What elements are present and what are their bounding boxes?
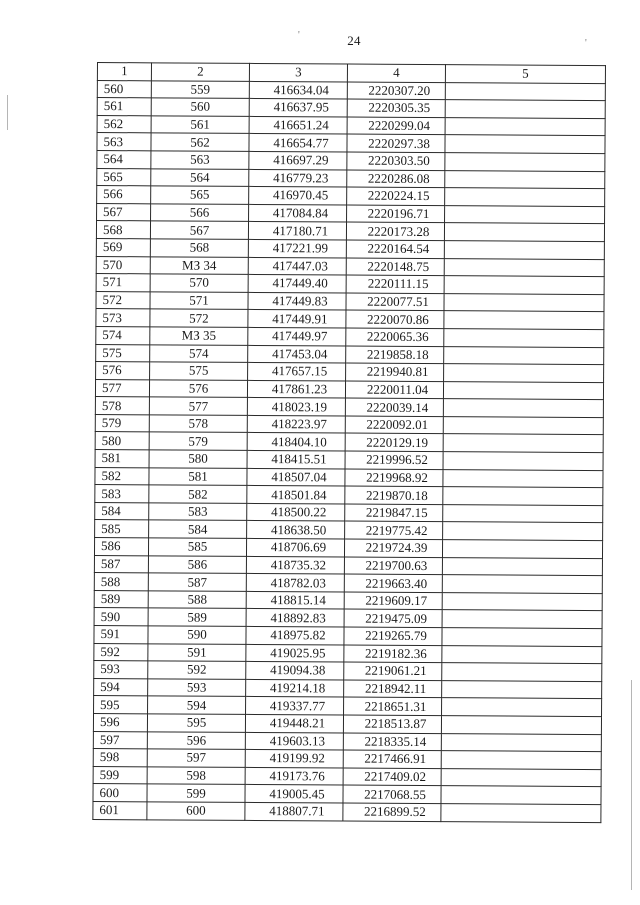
note-cell xyxy=(443,452,603,471)
point-number-cell: 564 xyxy=(97,150,151,168)
y-coordinate-cell: 2220224.15 xyxy=(347,187,445,205)
previous-point-cell: 578 xyxy=(149,415,247,433)
note-cell xyxy=(444,241,604,260)
x-coordinate-cell: 416651.24 xyxy=(249,116,347,134)
note-cell xyxy=(442,557,602,576)
note-cell xyxy=(442,540,602,559)
previous-point-cell: МЗ 35 xyxy=(150,327,248,345)
previous-point-cell: 597 xyxy=(147,749,245,767)
note-cell xyxy=(441,768,601,787)
point-number-cell: 587 xyxy=(94,555,148,573)
y-coordinate-cell: 2219858.18 xyxy=(346,346,444,364)
previous-point-cell: 571 xyxy=(150,292,248,310)
y-coordinate-cell: 2220065.36 xyxy=(346,328,444,346)
note-cell xyxy=(442,575,602,594)
y-coordinate-cell: 2220111.15 xyxy=(346,275,444,293)
scan-mark-right: ' xyxy=(585,38,587,49)
point-number-cell: 569 xyxy=(96,238,150,256)
y-coordinate-cell: 2219775.42 xyxy=(345,521,443,539)
x-coordinate-cell: 418706.69 xyxy=(246,538,344,556)
previous-point-cell: 559 xyxy=(151,80,249,98)
note-cell xyxy=(445,100,605,119)
point-number-cell: 592 xyxy=(94,643,148,661)
y-coordinate-cell: 2218513.87 xyxy=(343,715,441,733)
note-cell xyxy=(443,434,603,453)
x-coordinate-cell: 418404.10 xyxy=(247,433,345,451)
y-coordinate-cell: 2220196.71 xyxy=(347,205,445,223)
previous-point-cell: 595 xyxy=(147,714,245,732)
column-header-5: 5 xyxy=(445,65,605,84)
y-coordinate-cell: 2219475.09 xyxy=(344,609,442,627)
x-coordinate-cell: 418500.22 xyxy=(247,503,345,521)
x-coordinate-cell: 416970.45 xyxy=(249,187,347,205)
x-coordinate-cell: 418735.32 xyxy=(246,556,344,574)
note-cell xyxy=(445,205,605,224)
point-number-cell: 591 xyxy=(94,625,148,643)
x-coordinate-cell: 417449.40 xyxy=(248,275,346,293)
point-number-cell: 579 xyxy=(95,414,149,432)
point-number-cell: 567 xyxy=(97,203,151,221)
point-number-cell: 570 xyxy=(96,256,150,274)
previous-point-cell: 591 xyxy=(148,643,246,661)
previous-point-cell: 572 xyxy=(150,309,248,327)
column-header-2: 2 xyxy=(151,63,249,81)
point-number-cell: 581 xyxy=(95,450,149,468)
note-cell xyxy=(445,153,605,172)
x-coordinate-cell: 419448.21 xyxy=(245,714,343,732)
x-coordinate-cell: 419005.45 xyxy=(245,785,343,803)
x-coordinate-cell: 416634.04 xyxy=(249,81,347,99)
point-number-cell: 568 xyxy=(96,221,150,239)
note-cell xyxy=(442,698,602,717)
note-cell xyxy=(445,170,605,189)
column-header-3: 3 xyxy=(249,63,347,81)
previous-point-cell: 563 xyxy=(151,151,249,169)
x-coordinate-cell: 416779.23 xyxy=(249,169,347,187)
x-coordinate-cell: 416637.95 xyxy=(249,99,347,117)
previous-point-cell: 576 xyxy=(149,380,247,398)
point-number-cell: 573 xyxy=(96,309,150,327)
y-coordinate-cell: 2220173.28 xyxy=(346,222,444,240)
x-coordinate-cell: 419094.38 xyxy=(246,662,344,680)
y-coordinate-cell: 2220129.19 xyxy=(345,433,443,451)
point-number-cell: 560 xyxy=(97,80,151,98)
x-coordinate-cell: 419199.92 xyxy=(245,750,343,768)
y-coordinate-cell: 2219940.81 xyxy=(346,363,444,381)
right-margin-scan-line xyxy=(631,680,632,890)
scan-mark-left: ' xyxy=(298,30,300,41)
note-cell xyxy=(444,293,604,312)
y-coordinate-cell: 2220092.01 xyxy=(345,416,443,434)
point-number-cell: 575 xyxy=(96,344,150,362)
x-coordinate-cell: 418501.84 xyxy=(247,486,345,504)
y-coordinate-cell: 2217409.02 xyxy=(343,768,441,786)
y-coordinate-cell: 2219724.39 xyxy=(344,539,442,557)
table-body xyxy=(93,80,606,822)
x-coordinate-cell: 418892.83 xyxy=(246,609,344,627)
y-coordinate-cell: 2217068.55 xyxy=(343,785,441,803)
point-number-cell: 583 xyxy=(95,485,149,503)
x-coordinate-cell: 418807.71 xyxy=(245,802,343,820)
note-cell xyxy=(441,733,601,752)
y-coordinate-cell: 2216899.52 xyxy=(343,803,441,821)
previous-point-cell: 589 xyxy=(148,608,246,626)
point-number-cell: 578 xyxy=(95,397,149,415)
previous-point-cell: 600 xyxy=(147,802,245,820)
x-coordinate-cell: 417449.91 xyxy=(248,310,346,328)
point-number-cell: 600 xyxy=(93,784,147,802)
x-coordinate-cell: 417657.15 xyxy=(248,363,346,381)
y-coordinate-cell: 2220286.08 xyxy=(347,170,445,188)
y-coordinate-cell: 2218651.31 xyxy=(344,697,442,715)
point-number-cell: 584 xyxy=(95,502,149,520)
previous-point-cell: 587 xyxy=(148,573,246,591)
point-number-cell: 586 xyxy=(94,538,148,556)
previous-point-cell: 594 xyxy=(148,696,246,714)
y-coordinate-cell: 2220307.20 xyxy=(347,82,445,100)
note-cell xyxy=(445,135,605,154)
y-coordinate-cell: 2220077.51 xyxy=(346,293,444,311)
previous-point-cell: 560 xyxy=(151,98,249,116)
point-number-cell: 596 xyxy=(93,713,147,731)
y-coordinate-cell: 2220148.75 xyxy=(346,258,444,276)
previous-point-cell: 582 xyxy=(149,485,247,503)
previous-point-cell: 588 xyxy=(148,591,246,609)
point-number-cell: 594 xyxy=(94,678,148,696)
note-cell xyxy=(443,487,603,506)
previous-point-cell: 585 xyxy=(148,538,246,556)
previous-point-cell: 584 xyxy=(149,520,247,538)
note-cell xyxy=(442,645,602,664)
y-coordinate-cell: 2219265.79 xyxy=(344,627,442,645)
x-coordinate-cell: 417449.83 xyxy=(248,292,346,310)
page-number: 24 xyxy=(347,33,361,48)
previous-point-cell: 561 xyxy=(151,116,249,134)
x-coordinate-cell: 417221.99 xyxy=(248,239,346,257)
previous-point-cell: 575 xyxy=(150,362,248,380)
x-coordinate-cell: 419173.76 xyxy=(245,767,343,785)
note-cell xyxy=(442,663,602,682)
note-cell xyxy=(444,276,604,295)
x-coordinate-cell: 417861.23 xyxy=(247,380,345,398)
y-coordinate-cell: 2219968.92 xyxy=(345,469,443,487)
previous-point-cell: 598 xyxy=(147,767,245,785)
note-cell xyxy=(443,399,603,418)
x-coordinate-cell: 416654.77 xyxy=(249,134,347,152)
note-cell xyxy=(443,469,603,488)
note-cell xyxy=(442,592,602,611)
left-margin-scan-line xyxy=(7,95,8,130)
previous-point-cell: 581 xyxy=(149,467,247,485)
note-cell xyxy=(445,188,605,207)
previous-point-cell: 577 xyxy=(149,397,247,415)
note-cell xyxy=(441,786,601,805)
column-header-4: 4 xyxy=(347,64,445,82)
previous-point-cell: 565 xyxy=(151,186,249,204)
point-number-cell: 561 xyxy=(97,98,151,116)
x-coordinate-cell: 418223.97 xyxy=(247,415,345,433)
note-cell xyxy=(442,610,602,629)
note-cell xyxy=(443,504,603,523)
y-coordinate-cell: 2219847.15 xyxy=(345,504,443,522)
y-coordinate-cell: 2219061.21 xyxy=(344,662,442,680)
point-number-cell: 576 xyxy=(96,362,150,380)
note-cell xyxy=(444,346,604,365)
y-coordinate-cell: 2220070.86 xyxy=(346,310,444,328)
x-coordinate-cell: 418415.51 xyxy=(247,450,345,468)
previous-point-cell: 564 xyxy=(151,168,249,186)
point-number-cell: 574 xyxy=(96,326,150,344)
x-coordinate-cell: 418507.04 xyxy=(247,468,345,486)
previous-point-cell: 568 xyxy=(150,239,248,257)
previous-point-cell: 562 xyxy=(151,133,249,151)
note-cell xyxy=(444,223,604,242)
point-number-cell: 572 xyxy=(96,291,150,309)
previous-point-cell: 590 xyxy=(148,626,246,644)
note-cell xyxy=(443,522,603,541)
x-coordinate-cell: 416697.29 xyxy=(249,151,347,169)
point-number-cell: 582 xyxy=(95,467,149,485)
previous-point-cell: 579 xyxy=(149,432,247,450)
y-coordinate-cell: 2220164.54 xyxy=(346,240,444,258)
note-cell xyxy=(444,258,604,277)
y-coordinate-cell: 2219996.52 xyxy=(345,451,443,469)
point-number-cell: 589 xyxy=(94,590,148,608)
y-coordinate-cell: 2217466.91 xyxy=(343,750,441,768)
previous-point-cell: 586 xyxy=(148,555,246,573)
x-coordinate-cell: 417180.71 xyxy=(248,222,346,240)
point-number-cell: 585 xyxy=(95,520,149,538)
note-cell xyxy=(442,628,602,647)
note-cell xyxy=(443,381,603,400)
previous-point-cell: МЗ 34 xyxy=(150,256,248,274)
y-coordinate-cell: 2219870.18 xyxy=(345,486,443,504)
point-number-cell: 588 xyxy=(94,573,148,591)
x-coordinate-cell: 419025.95 xyxy=(246,644,344,662)
column-header-1: 1 xyxy=(97,63,151,81)
previous-point-cell: 570 xyxy=(150,274,248,292)
y-coordinate-cell: 2220305.35 xyxy=(347,99,445,117)
point-number-cell: 599 xyxy=(93,766,147,784)
x-coordinate-cell: 417449.97 xyxy=(248,327,346,345)
point-number-cell: 595 xyxy=(94,696,148,714)
point-number-cell: 562 xyxy=(97,115,151,133)
y-coordinate-cell: 2220297.38 xyxy=(347,134,445,152)
x-coordinate-cell: 419603.13 xyxy=(245,732,343,750)
point-number-cell: 590 xyxy=(94,608,148,626)
coordinates-table xyxy=(92,62,606,823)
note-cell xyxy=(445,117,605,136)
point-number-cell: 577 xyxy=(95,379,149,397)
note-cell xyxy=(444,329,604,348)
previous-point-cell: 583 xyxy=(149,503,247,521)
y-coordinate-cell: 2219182.36 xyxy=(344,645,442,663)
note-cell xyxy=(443,416,603,435)
y-coordinate-cell: 2219700.63 xyxy=(344,557,442,575)
x-coordinate-cell: 417084.84 xyxy=(249,204,347,222)
note-cell xyxy=(441,804,601,823)
point-number-cell: 598 xyxy=(93,749,147,767)
point-number-cell: 571 xyxy=(96,274,150,292)
y-coordinate-cell: 2220303.50 xyxy=(347,152,445,170)
y-coordinate-cell: 2220011.04 xyxy=(345,381,443,399)
point-number-cell: 601 xyxy=(93,801,147,819)
x-coordinate-cell: 418023.19 xyxy=(247,398,345,416)
y-coordinate-cell: 2220299.04 xyxy=(347,117,445,135)
point-number-cell: 597 xyxy=(93,731,147,749)
point-number-cell: 563 xyxy=(97,133,151,151)
previous-point-cell: 567 xyxy=(150,221,248,239)
x-coordinate-cell: 417447.03 xyxy=(248,257,346,275)
previous-point-cell: 593 xyxy=(148,679,246,697)
note-cell xyxy=(441,751,601,770)
y-coordinate-cell: 2219663.40 xyxy=(344,574,442,592)
x-coordinate-cell: 417453.04 xyxy=(248,345,346,363)
previous-point-cell: 592 xyxy=(148,661,246,679)
x-coordinate-cell: 418975.82 xyxy=(246,626,344,644)
y-coordinate-cell: 2218335.14 xyxy=(343,733,441,751)
y-coordinate-cell: 2219609.17 xyxy=(344,592,442,610)
note-cell xyxy=(445,82,605,101)
previous-point-cell: 599 xyxy=(147,784,245,802)
previous-point-cell: 580 xyxy=(149,450,247,468)
x-coordinate-cell: 418782.03 xyxy=(246,574,344,592)
note-cell xyxy=(444,364,604,383)
x-coordinate-cell: 419214.18 xyxy=(246,679,344,697)
note-cell xyxy=(441,716,601,735)
y-coordinate-cell: 2220039.14 xyxy=(345,398,443,416)
x-coordinate-cell: 418815.14 xyxy=(246,591,344,609)
point-number-cell: 580 xyxy=(95,432,149,450)
note-cell xyxy=(442,680,602,699)
note-cell xyxy=(444,311,604,330)
table-row xyxy=(93,801,601,822)
x-coordinate-cell: 419337.77 xyxy=(246,697,344,715)
point-number-cell: 566 xyxy=(97,186,151,204)
point-number-cell: 593 xyxy=(94,661,148,679)
previous-point-cell: 596 xyxy=(147,731,245,749)
previous-point-cell: 566 xyxy=(151,204,249,222)
y-coordinate-cell: 2218942.11 xyxy=(344,680,442,698)
point-number-cell: 565 xyxy=(97,168,151,186)
previous-point-cell: 574 xyxy=(150,344,248,362)
x-coordinate-cell: 418638.50 xyxy=(247,521,345,539)
